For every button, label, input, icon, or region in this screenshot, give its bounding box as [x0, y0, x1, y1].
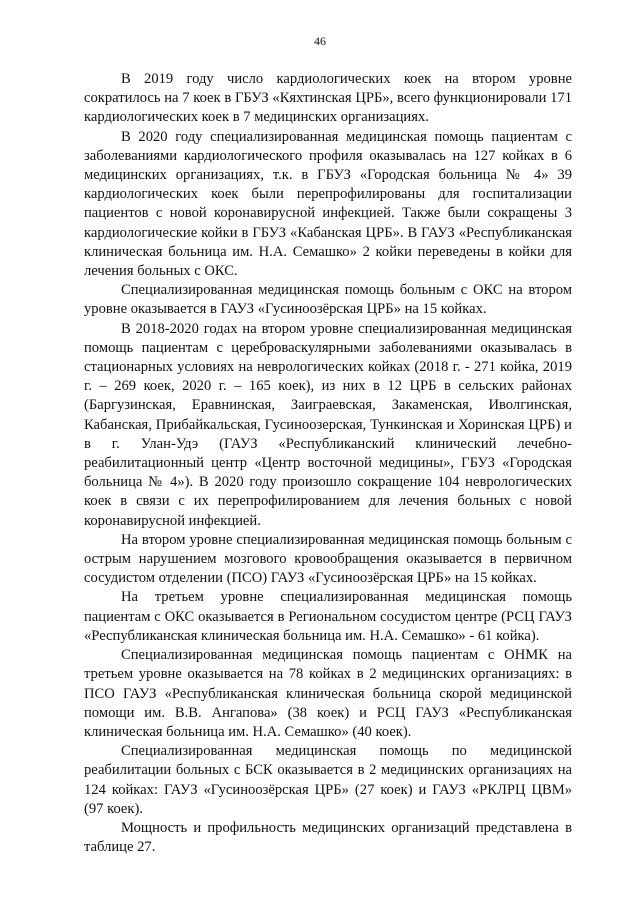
- paragraph-cardiology-2019: В 2019 году число кардиологических коек на втором уровне сократилось на 7 коек в ГБУЗ «Кяхтинская ЦРБ», всего функционировали 171 кардиологических коек в 7 медицинских организациях.: [84, 71, 572, 126]
- paragraph-onmk-second-level: На втором уровне специализированная медицинская помощь больным с острым нарушением мозгового кровообращения оказывается в первичном сосудистом отделении (ПСО) ГАУЗ «Гусиноозёрская ЦРБ» на 15 койках.: [84, 531, 572, 587]
- document-body: [84, 70, 572, 857]
- paragraph-onmk-third-level: Специализированная медицинская помощь пациентам с ОНМК на третьем уровне оказывается на 78 койках в 2 медицинских организациях: в ПСО ГАУЗ «Республиканская клиническая больница скорой медицинской помощи им. В.В. Ангапова» (38 коек) и РСЦ ГАУЗ «Республиканская клиническая больница им. Н.А. Семашко» (40 коек).: [84, 647, 572, 740]
- paragraph-cardiology-2020: В 2020 году специализированная медицинская помощь пациентам с заболеваниями кардиологического профиля оказывалась на 127 койках в 6 медицинских организациях, т.к. в ГБУЗ «Городская больница № 4» 39 кардиологических коек были перепрофилированы для госпитализации пациентов с новой коронавирусной инфекцией. Также были сокращены 3 кардиологические койки в ГБУЗ «Кабанская ЦРБ». В ГАУЗ «Республиканская клиническая больница им. Н.А. Семашко» 2 койки переведены в койки для лечения больных с ОКС.: [84, 128, 572, 280]
- paragraph-rehabilitation: Специализированная медицинская помощь по медицинской реабилитации больных с БСК оказывается в 2 медицинских организациях на 124 койках: ГАУЗ «Гусиноозёрская ЦРБ» (27 коек) и ГАУЗ «РКЛРЦ ЦВМ» (97 коек).: [84, 743, 572, 817]
- paragraph-neurology-2018-2020: В 2018-2020 годах на втором уровне специализированная медицинская помощь пациентам с цереброваскулярными заболеваниями оказывалась в стационарных условиях на неврологических койках (2018 г. - 271 койка, 2019 г. – 269 коек, 2020 г. – 165 коек), из них в 12 ЦРБ в сельских районах (Баргузинская, Еравнинская, Заиграевская, Закаменская, Иволгинская, Кабанская, Прибайкальская, Гусиноозерская, Тункинская и Хоринская ЦРБ) и в г. Улан-Удэ (ГАУЗ «Республиканский клинический лечебно-реабилитационный центр «Центр восточной медицины», ГБУЗ «Городская больница № 4»). В 2020 году произошло сокращение 104 неврологических коек в связи с их перепрофилированием для лечения больных с новой коронавирусной инфекцией.: [84, 320, 572, 529]
- paragraph-oks-third-level: На третьем уровне специализированная медицинская помощь пациентам с ОКС оказывается в Региональном сосудистом центре (РСЦ ГАУЗ «Республиканская клиническая больница им. Н.А. Семашко» - 61 койка).: [84, 589, 572, 644]
- page-number: 46: [314, 34, 326, 48]
- paragraph-oks-second-level: Специализированная медицинская помощь больным с ОКС на втором уровне оказывается в ГАУЗ «Гусиноозёрская ЦРБ» на 15 койках.: [84, 282, 572, 318]
- paragraph-table-reference: Мощность и профильность медицинских организаций представлена в таблице 27.: [84, 819, 572, 856]
